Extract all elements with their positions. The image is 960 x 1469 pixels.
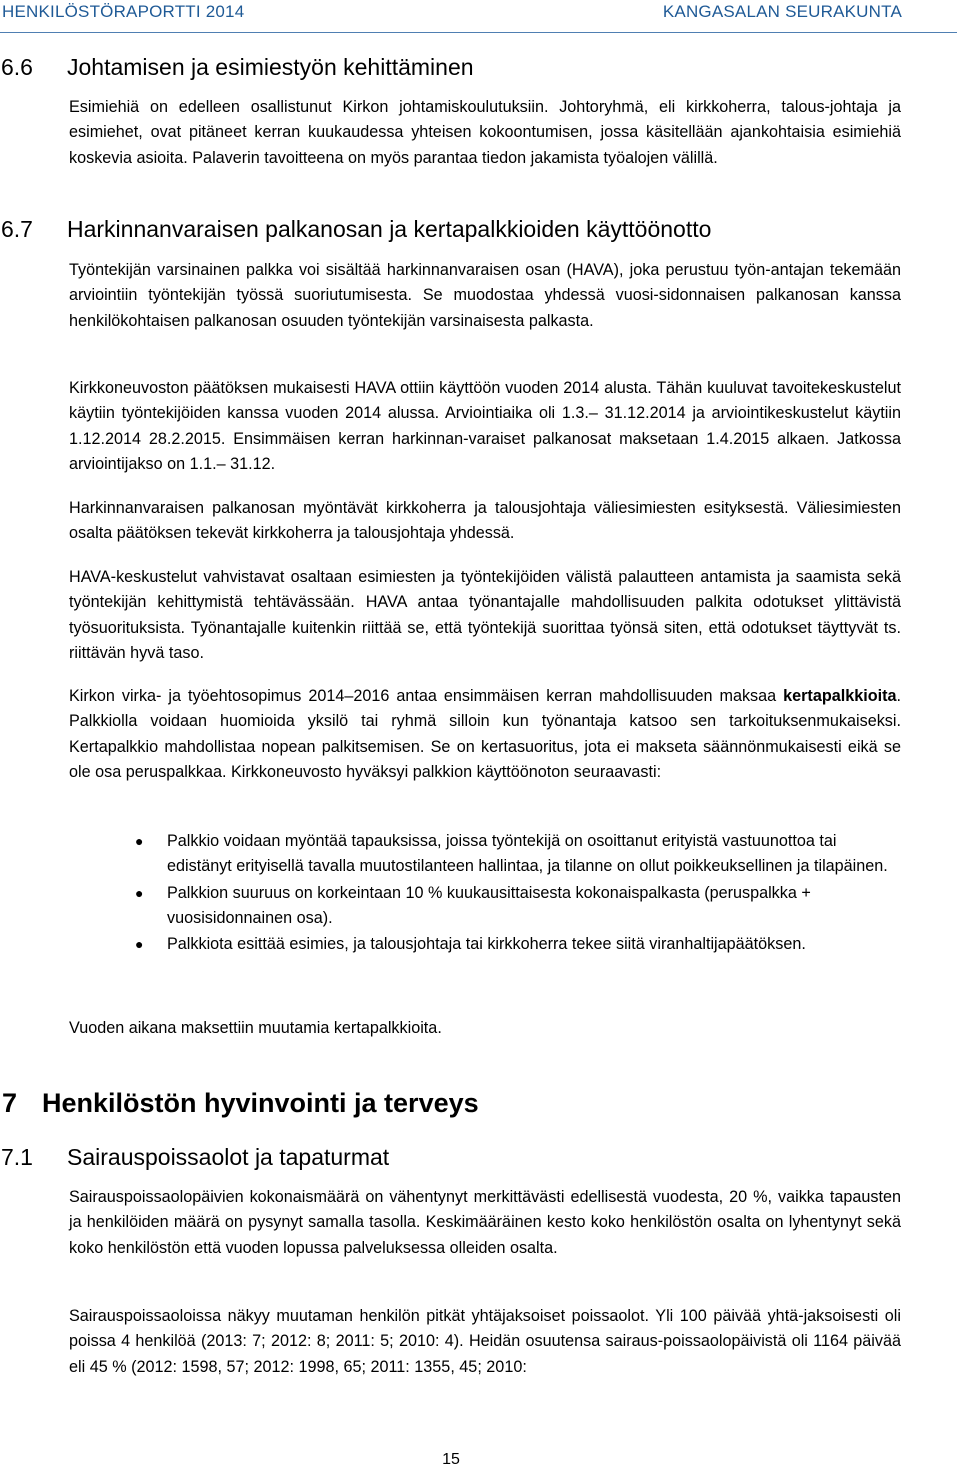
list-item bbox=[69, 829, 897, 880]
bullet-icon: ● bbox=[135, 884, 144, 901]
text-run: . Palkkiolla voidaan huomioida yksilö tai ryhmä silloin kun työnantaja katsoo sen tarkoituksenmukaiseksi. Kertapalkkio mahdollistaa nopean palkitsemisen. Se on kertasuoritus, jota ei makseta säännönmukaisesti eikä se ole osa peruspalkkaa. Kirkkoneuvosto hyväksyi palkkion käyttöönoton seuraavasti: bbox=[69, 687, 901, 781]
paragraph-6-7-2: Kirkkoneuvoston päätöksen mukaisesti HAVA ottiin käyttöön vuoden 2014 alusta. Tähän kuuluvat tavoitekeskustelut käytiin työntekijöiden kanssa vuoden 2014 alussa. Arviointiaika oli 1.3.– 31.12.2014 ja arviointikeskustelut käytiin 1.12.2014 28.2.2015. Ensimmäisen kerran harkinnan-varaiset palkanosat maksetaan 1.4.2015 alkaen. Jatkossa arviointijakso on 1.1.– 31.12. bbox=[69, 379, 901, 473]
heading-number: 6.6 bbox=[1, 54, 33, 80]
page-header-left: HENKILÖSTÖRAPORTTI 2014 bbox=[2, 2, 245, 21]
heading-number: 7 bbox=[2, 1088, 18, 1118]
text-run: Kirkon virka- ja työehtosopimus 2014–2016 antaa ensimmäisen kerran mahdollisuuden maksaa bbox=[69, 687, 784, 705]
heading-title: Henkilöstön hyvinvointi ja terveys bbox=[42, 1088, 479, 1118]
heading-6-6 bbox=[0, 54, 474, 81]
header-rule bbox=[0, 32, 957, 33]
paragraph-6-7-5 bbox=[69, 684, 901, 785]
heading-title: Harkinnanvaraisen palkanosan ja kertapalkkioiden käyttöönotto bbox=[67, 216, 712, 242]
bullet-list bbox=[69, 829, 901, 958]
bullet-icon: ● bbox=[135, 936, 144, 953]
paragraph-6-6: Esimiehiä on edelleen osallistunut Kirkon johtamiskoulutuksiin. Johtoryhmä, eli kirkkoherra, talous-johtaja ja esimiehet, ovat pitäneet kerran kuukaudessa yhteisen kokoontumisen, jossa käsitellään ajankohtaisia esimiehiä koskevia asioita. Palaverin tavoitteena on myös parantaa tiedon jakamista työalojen välillä. bbox=[69, 98, 901, 167]
list-item-text: Palkkion suuruus on korkeintaan 10 % kuukausittaisesta kokonaispalkasta (peruspalkka + vuosisidonnainen osa). bbox=[167, 883, 811, 927]
heading-6-7 bbox=[0, 216, 711, 243]
heading-7-1 bbox=[0, 1144, 389, 1171]
page-header-right: KANGASALAN SEURAKUNTA bbox=[662, 2, 902, 21]
paragraph-7-1-1: Sairauspoissaolopäivien kokonaismäärä on vähentynyt merkittävästi edellisestä vuodesta, 20 %, vaikka tapausten ja henkilöiden määrä on pysynyt samalla tasolla. Keskimääräinen kesto koko henkilöstön osalta on lyhentynyt sekä koko henkilöstön että vuoden lopussa palveluksessa olleiden osalta. bbox=[69, 1188, 901, 1257]
heading-title: Sairauspoissaolot ja tapaturmat bbox=[67, 1144, 390, 1170]
list-item-text: Palkkiota esittää esimies, ja talousjohtaja tai kirkkoherra tekee siitä viranhaltijapäätöksen. bbox=[167, 935, 806, 954]
heading-title: Johtamisen ja esimiestyön kehittäminen bbox=[67, 54, 474, 80]
bold-term: kertapalkkioita bbox=[783, 687, 897, 705]
heading-number: 7.1 bbox=[1, 1144, 33, 1170]
paragraph-6-7-1: Työntekijän varsinainen palkka voi sisältää harkinnanvaraisen osan (HAVA), joka perustuu työn-antajan tekemään arviointiin työntekijän työssä suoriutumisesta. Se muodostaa yhdessä vuosi-sidonnaisen palkanosan kanssa henkilökohtaisen palkanosan osuuden työntekijän varsinaisesta palkasta. bbox=[69, 261, 901, 330]
paragraph-7-1-2: Sairauspoissaoloissa näkyy muutaman henkilön pitkät yhtäjaksoiset poissaolot. Yli 100 päivää yhtä-jaksoisesti oli poissa 4 henkilöä (2013: 7; 2012: 8; 2011: 5; 2010: 4). Heidän osuutensa sairaus-poissaolopäivistä oli 1164 päivää eli 45 % (2012: 1598, 57; 2012: 1998, 65; 2011: 1355, 45; 2010: bbox=[69, 1307, 901, 1376]
heading-7 bbox=[0, 1088, 479, 1119]
paragraph-6-7-3: Harkinnanvaraisen palkanosan myöntävät kirkkoherra ja talousjohtaja väliesimiesten esityksestä. Väliesimiesten osalta päätöksen tekevät kirkkoherra ja talousjohtaja yhdessä. bbox=[69, 499, 901, 543]
list-item-text: Palkkio voidaan myöntää tapauksissa, joissa työntekijä on osoittanut erityistä vastuunottoa tai edistänyt erityisellä tavalla muutostilanteen hallintaa, ja tilanne on ollut poikkeuksellinen ja tilapäinen. bbox=[167, 832, 888, 876]
list-item bbox=[69, 932, 897, 957]
list-item bbox=[69, 881, 897, 932]
paragraph-6-7-4: HAVA-keskustelut vahvistavat osaltaan esimiesten ja työntekijöiden välistä palautteen antamista ja saamista sekä työntekijän kehittymistä tehtävässään. HAVA antaa työnantajalle mahdollisuuden palkita odotukset ylittävistä työsuorituksista. Työnantajalle kuitenkin riittää se, että työntekijä suorittaa työnsä siten, että odotukset täyttyvät ts. riittävän hyvä taso. bbox=[69, 568, 901, 662]
page-number: 15 bbox=[442, 1451, 460, 1468]
heading-number: 6.7 bbox=[1, 216, 33, 242]
bullet-icon: ● bbox=[135, 833, 144, 849]
paragraph-6-7-6: Vuoden aikana maksettiin muutamia kertapalkkioita. bbox=[69, 1019, 442, 1037]
